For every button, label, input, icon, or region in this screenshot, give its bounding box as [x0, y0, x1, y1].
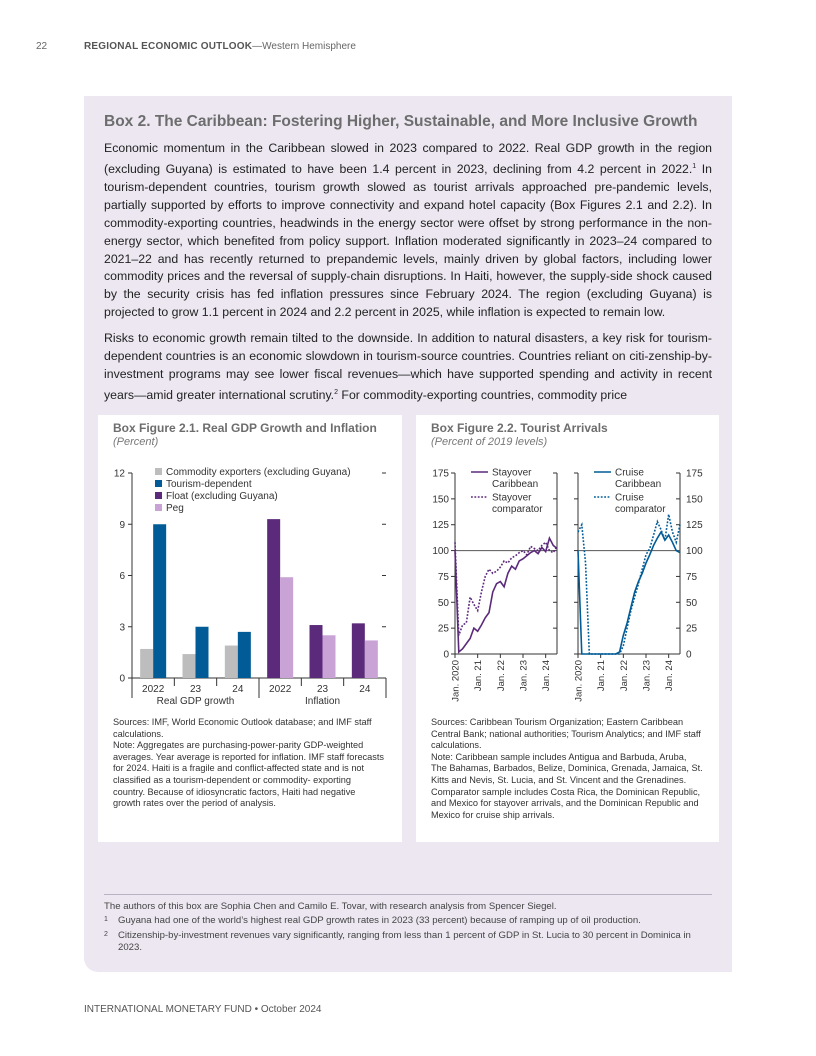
- x-tick-label: Jan. 22: [618, 660, 630, 692]
- x-tick-label: 24: [232, 684, 244, 695]
- box-paragraph-2: [104, 330, 712, 405]
- legend-label: Stayover: [492, 492, 532, 504]
- y-tick-label-right: 150: [686, 494, 703, 506]
- legend-label-sub: Caribbean: [492, 479, 539, 490]
- x-tick-label: Jan. 23: [518, 660, 530, 692]
- bar-inflation-23-s2: [310, 625, 323, 678]
- running-header: [84, 41, 356, 52]
- para1-text-a: Economic momentum in the Caribbean slowed in 2023 compared to 2022. Real GDP growth in the region (excluding Guyana) is estimated to have been 1.4 percent in 2023, declining from 4.2 percent in 2022.: [104, 141, 712, 176]
- figure-2-1-notes: [113, 717, 385, 810]
- box-paragraph-1: [104, 140, 712, 322]
- figure-2-2-sources: Sources: Caribbean Tourism Organization; Eastern Caribbean Central Bank; national authorities; Tourism Analytics; and IMF staff calculations.: [431, 717, 701, 751]
- bar-inflation-2022-s2: [267, 519, 280, 678]
- figure-2-2-notes: [431, 717, 703, 821]
- page-footer: [84, 1004, 321, 1015]
- footnote-2: [104, 930, 712, 955]
- legend-label: Commodity exporters (excluding Guyana): [166, 467, 351, 478]
- bar-gdp-2022-s0: [140, 649, 153, 678]
- line-stayover-comparator: [455, 542, 557, 635]
- legend-label: Peg: [166, 503, 184, 514]
- y-tick-label: 0: [119, 673, 125, 685]
- box-title: Box 2. The Caribbean: Fostering Higher, Sustainable, and More Inclusive Growth: [104, 113, 698, 130]
- legend-label: Cruise: [615, 492, 644, 504]
- y-tick-label-right: 175: [686, 468, 703, 480]
- running-title: REGIONAL ECONOMIC OUTLOOK: [84, 41, 253, 52]
- bar-inflation-24-s2: [352, 623, 365, 678]
- y-tick-label-left: 150: [432, 494, 449, 506]
- para1-text-b: In tourism-dependent countries, tourism growth slowed as tourist arrivals approached pre-pandemic levels, partially supported by efforts to improve connectivity and expand hotel capacity (Box Figures 2.1 and 2.2). In commodity-exporting countries, headwinds in the energy sector were offset by strong performance in the non-energy sector, which benefited from policy support. Inflation moderated significantly in 2023–24 compared to 2021–22 and has recently returned to prepandemic levels, mainly driven by global factors, including lower commodity prices and the reversal of supply-chain disruptions. In Haiti, however, the supply-side shock caused by the security crisis has fed inflation pressures since February 2024. The region (excluding Guyana) is projected to grow 1.1 percent in 2024 and 2.2 percent in 2025, while inflation is expected to remain low.: [104, 162, 712, 320]
- figure-2-1-subtitle: (Percent): [113, 436, 159, 448]
- y-tick-label-right: 25: [686, 623, 698, 635]
- group-label-inflation: Inflation: [304, 696, 341, 707]
- x-tick-label: 23: [316, 684, 329, 695]
- figure-2-2-title: Box Figure 2.2. Tourist Arrivals: [431, 421, 608, 435]
- legend-label: Cruise: [615, 467, 644, 479]
- x-tick-label: Jan. 22: [495, 660, 507, 692]
- y-tick-label-left: 75: [437, 571, 449, 583]
- y-tick-label-right: 75: [686, 571, 698, 583]
- figure-2-1-note: Note: Aggregates are purchasing-power-parity GDP-weighted averages. Year average is reported for inflation. IMF staff forecasts for 2024. Haiti is a fragile and conflict-affected state and is not classified as a tourism-dependent or commodity- exporting country. Because of idiosyncratic factors, Haiti had negative growth rates over the period of analysis.: [113, 740, 385, 809]
- para2-text-b: For commodity-exporting countries, commodity price: [338, 387, 628, 402]
- page-number: 22: [36, 41, 48, 52]
- figure-2-2-subtitle: (Percent of 2019 levels): [431, 436, 548, 448]
- y-tick-label-right: 50: [686, 597, 698, 609]
- y-tick-label-left: 100: [432, 546, 449, 558]
- x-tick-label: 2022: [142, 684, 165, 695]
- line-stayover-caribbean: [455, 538, 557, 652]
- legend-label: Stayover: [492, 467, 532, 479]
- footnote-2-mark: 2: [104, 931, 108, 938]
- footnote-ref-1[interactable]: 1: [692, 162, 697, 170]
- bar-gdp-24-s1: [238, 632, 251, 678]
- bar-gdp-24-s0: [225, 646, 238, 678]
- figure-2-1-panel: [98, 415, 402, 842]
- legend-swatch: [155, 492, 162, 499]
- legend-label-sub: Caribbean: [615, 479, 662, 490]
- y-tick-label-left: 50: [437, 597, 449, 609]
- y-tick-label-left: 0: [443, 649, 449, 661]
- x-tick-label: Jan. 24: [541, 660, 553, 692]
- figure-2-2-chart: [416, 455, 719, 755]
- y-tick-label: 9: [119, 519, 125, 531]
- y-tick-label: 6: [119, 571, 125, 582]
- bar-gdp-23-s0: [183, 654, 196, 678]
- bar-inflation-23-s3: [323, 635, 336, 678]
- bar-inflation-24-s3: [365, 640, 378, 678]
- x-tick-label: 24: [359, 684, 371, 695]
- footnote-ref-2[interactable]: 2: [334, 388, 339, 396]
- x-tick-label: Jan. 2020: [573, 660, 585, 702]
- x-tick-label: Jan. 2020: [450, 660, 462, 702]
- footnote-1: [104, 915, 712, 927]
- running-subtitle: —Western Hemisphere: [252, 41, 356, 52]
- y-tick-label-left: 25: [437, 623, 449, 635]
- box-authors: The authors of this box are Sophia Chen and Camilo E. Tovar, with research analysis from Spencer Siegel.: [104, 901, 557, 912]
- y-tick-label-right: 100: [686, 546, 703, 558]
- figure-2-1-chart: [98, 455, 402, 755]
- bar-inflation-2022-s3: [280, 577, 293, 678]
- legend-label: Float (excluding Guyana): [166, 491, 278, 502]
- y-tick-label: 12: [113, 468, 125, 480]
- figure-2-1-title: Box Figure 2.1. Real GDP Growth and Inflation: [113, 421, 377, 435]
- footer-bullet: •: [254, 1004, 259, 1015]
- line-cruise-comparator: [578, 514, 680, 654]
- y-tick-label-left: 125: [432, 520, 449, 532]
- y-tick-label-right: 125: [686, 520, 703, 532]
- footnote-1-text: Guyana had one of the world’s highest real GDP growth rates in 2023 (33 percent) because of ramping up of oil production.: [118, 915, 641, 926]
- y-tick-label-right: 0: [686, 649, 692, 661]
- legend-swatch: [155, 468, 162, 475]
- figure-2-1-sources: Sources: IMF, World Economic Outlook database; and IMF staff calculations.: [113, 717, 372, 739]
- legend-swatch: [155, 480, 162, 487]
- figure-2-2-panel: [416, 415, 719, 842]
- x-tick-label: Jan. 23: [641, 660, 653, 692]
- footer-publisher: INTERNATIONAL MONETARY FUND: [84, 1004, 252, 1015]
- x-tick-label: Jan. 24: [664, 660, 676, 692]
- x-tick-label: Jan. 21: [596, 660, 608, 692]
- bar-gdp-23-s1: [196, 627, 209, 678]
- para2-text-a: Risks to economic growth remain tilted to the downside. In addition to natural disasters, a key risk for tourism-dependent countries is an economic slowdown in tourism-source countries. Countries reliant on citi-zenship-by-investment programs may see lower fiscal revenues—which have supported spending and activity in recent years—amid greater international scrutiny.: [104, 331, 712, 402]
- footnote-rule: [104, 894, 712, 895]
- y-tick-label-left: 175: [432, 468, 449, 480]
- footnote-1-mark: 1: [104, 916, 108, 923]
- figure-2-2-note: Note: Caribbean sample includes Antigua and Barbuda, Aruba, The Bahamas, Barbados, Belize, Dominica, Grenada, Jamaica, St. Kitts and Nevis, St. Lucia, and St. Vincent and the Grenadines. Comparator sample includes Costa Rica, the Dominican Republic, and Mexico for stayover arrivals, and the Dominican Republic and Mexico for cruise ship arrivals.: [431, 751, 703, 820]
- footer-date: October 2024: [260, 1004, 322, 1015]
- legend-label: Tourism-dependent: [166, 479, 252, 490]
- bar-gdp-2022-s1: [153, 524, 166, 678]
- legend-label-sub: comparator: [615, 504, 666, 515]
- y-tick-label: 3: [119, 622, 125, 634]
- group-label-gdp: Real GDP growth: [156, 696, 235, 707]
- footnote-2-text: Citizenship-by-investment revenues vary significantly, ranging from less than 1 percent of GDP in St. Lucia to 30 percent in Dominica in 2023.: [118, 930, 691, 954]
- legend-swatch: [155, 504, 162, 511]
- x-tick-label: 23: [189, 684, 202, 695]
- x-tick-label: 2022: [269, 684, 292, 695]
- x-tick-label: Jan. 21: [473, 660, 485, 692]
- legend-label-sub: comparator: [492, 504, 543, 515]
